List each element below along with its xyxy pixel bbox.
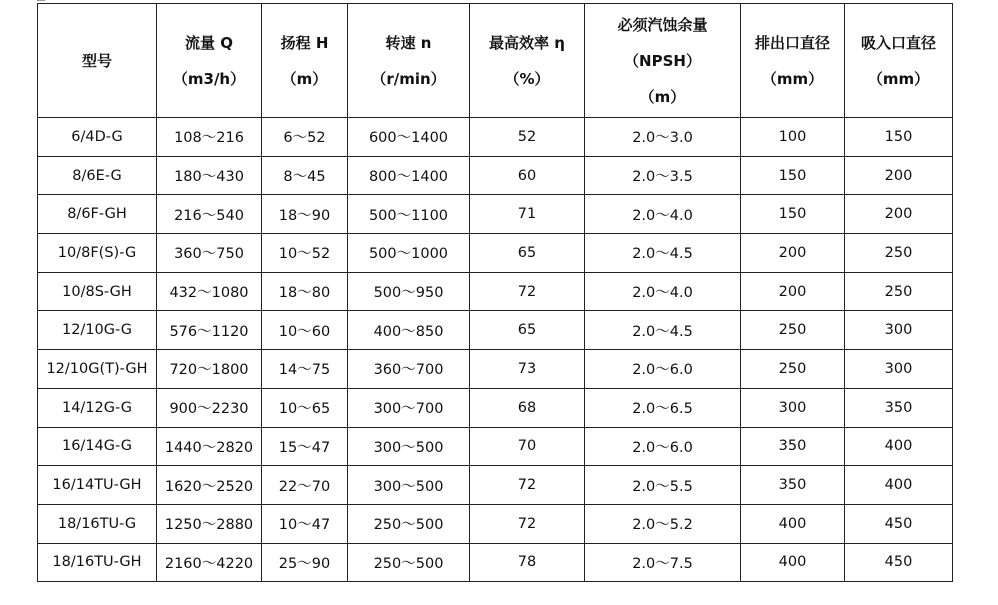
header-line: 扬程 H <box>280 33 329 52</box>
cell-model: 10/8F(S)-G <box>38 234 157 273</box>
cell-speed: 400～850 <box>348 311 470 350</box>
cell-model: 14/12G-G <box>38 388 157 427</box>
cell-speed: 500～950 <box>348 272 470 311</box>
cell-inlet-diameter: 450 <box>845 543 953 582</box>
cell-head: 10～47 <box>262 504 348 543</box>
header-npsh <box>585 4 741 118</box>
header-model <box>38 4 157 118</box>
cell-max-efficiency: 73 <box>470 350 585 389</box>
cell-npsh: 2.0～4.0 <box>585 195 741 234</box>
cell-max-efficiency: 60 <box>470 156 585 195</box>
table-header <box>38 4 953 118</box>
header-line: 排出口直径 <box>754 33 830 52</box>
table-row <box>38 272 953 311</box>
header-line: （mm） <box>867 69 930 88</box>
cell-max-efficiency: 52 <box>470 118 585 157</box>
table-row <box>38 195 953 234</box>
cell-npsh: 2.0～6.5 <box>585 388 741 427</box>
cell-inlet-diameter: 200 <box>845 156 953 195</box>
cell-max-efficiency: 72 <box>470 504 585 543</box>
table-row <box>38 234 953 273</box>
cell-inlet-diameter: 300 <box>845 311 953 350</box>
cell-outlet-diameter: 400 <box>741 543 845 582</box>
table-row <box>38 350 953 389</box>
cell-speed: 300～500 <box>348 466 470 505</box>
cell-model: 16/14G-G <box>38 427 157 466</box>
table-row <box>38 311 953 350</box>
cell-max-efficiency: 72 <box>470 466 585 505</box>
cell-head: 8～45 <box>262 156 348 195</box>
cell-npsh: 2.0～4.0 <box>585 272 741 311</box>
header-line: （%） <box>504 69 550 88</box>
cell-speed: 300～500 <box>348 427 470 466</box>
cell-npsh: 2.0～6.0 <box>585 350 741 389</box>
cell-flow-rate: 432～1080 <box>157 272 262 311</box>
cell-speed: 600～1400 <box>348 118 470 157</box>
cell-outlet-diameter: 350 <box>741 427 845 466</box>
cell-max-efficiency: 65 <box>470 311 585 350</box>
header-line: 流量 Q <box>185 33 233 52</box>
cell-head: 10～52 <box>262 234 348 273</box>
cell-npsh: 2.0～6.0 <box>585 427 741 466</box>
header-speed <box>348 4 470 118</box>
header-line: （m3/h） <box>172 69 246 88</box>
cell-flow-rate: 576～1120 <box>157 311 262 350</box>
cell-max-efficiency: 65 <box>470 234 585 273</box>
header-row <box>38 4 953 118</box>
table-row <box>38 118 953 157</box>
cell-speed: 250～500 <box>348 504 470 543</box>
cell-head: 18～90 <box>262 195 348 234</box>
header-max-efficiency <box>470 4 585 118</box>
cell-head: 15～47 <box>262 427 348 466</box>
cell-flow-rate: 720～1800 <box>157 350 262 389</box>
cell-inlet-diameter: 350 <box>845 388 953 427</box>
cell-flow-rate: 1250～2880 <box>157 504 262 543</box>
cell-speed: 800～1400 <box>348 156 470 195</box>
header-line: 最高效率 η <box>489 33 565 52</box>
cell-head: 6～52 <box>262 118 348 157</box>
header-inlet-diameter <box>845 4 953 118</box>
cell-inlet-diameter: 250 <box>845 234 953 273</box>
header-flow-rate <box>157 4 262 118</box>
table-body <box>38 118 953 582</box>
cell-inlet-diameter: 450 <box>845 504 953 543</box>
cell-speed: 500～1000 <box>348 234 470 273</box>
cell-head: 10～60 <box>262 311 348 350</box>
cell-max-efficiency: 72 <box>470 272 585 311</box>
header-head <box>262 4 348 118</box>
cell-flow-rate: 360～750 <box>157 234 262 273</box>
cell-max-efficiency: 68 <box>470 388 585 427</box>
table-row <box>38 156 953 195</box>
cell-speed: 250～500 <box>348 543 470 582</box>
cell-flow-rate: 180～430 <box>157 156 262 195</box>
cell-inlet-diameter: 300 <box>845 350 953 389</box>
table-row <box>38 543 953 582</box>
cell-max-efficiency: 70 <box>470 427 585 466</box>
header-line: （r/min） <box>371 69 446 88</box>
cell-npsh: 2.0～4.5 <box>585 234 741 273</box>
cell-model: 18/16TU-GH <box>38 543 157 582</box>
cell-model: 8/6F-GH <box>38 195 157 234</box>
cell-speed: 300～700 <box>348 388 470 427</box>
cell-outlet-diameter: 200 <box>741 234 845 273</box>
cell-npsh: 2.0～7.5 <box>585 543 741 582</box>
cell-inlet-diameter: 250 <box>845 272 953 311</box>
cell-speed: 360～700 <box>348 350 470 389</box>
table-row <box>38 388 953 427</box>
cell-model: 10/8S-GH <box>38 272 157 311</box>
header-line: 必须汽蚀余量 <box>617 15 708 34</box>
table-row <box>38 427 953 466</box>
pump-spec-table <box>37 3 953 582</box>
cell-max-efficiency: 78 <box>470 543 585 582</box>
cell-npsh: 2.0～5.2 <box>585 504 741 543</box>
cell-npsh: 2.0～4.5 <box>585 311 741 350</box>
cell-inlet-diameter: 400 <box>845 466 953 505</box>
cell-inlet-diameter: 150 <box>845 118 953 157</box>
cell-outlet-diameter: 250 <box>741 350 845 389</box>
header-outlet-diameter <box>741 4 845 118</box>
cell-model: 12/10G(T)-GH <box>38 350 157 389</box>
cell-model: 8/6E-G <box>38 156 157 195</box>
cell-npsh: 2.0～3.5 <box>585 156 741 195</box>
cell-flow-rate: 900～2230 <box>157 388 262 427</box>
header-line: （NPSH） <box>624 51 701 70</box>
cell-head: 18～80 <box>262 272 348 311</box>
cell-npsh: 2.0～5.5 <box>585 466 741 505</box>
cell-flow-rate: 216～540 <box>157 195 262 234</box>
cell-model: 6/4D-G <box>38 118 157 157</box>
header-line: 型号 <box>81 51 112 70</box>
cell-npsh: 2.0～3.0 <box>585 118 741 157</box>
cell-outlet-diameter: 200 <box>741 272 845 311</box>
cell-flow-rate: 108～216 <box>157 118 262 157</box>
cell-outlet-diameter: 250 <box>741 311 845 350</box>
cell-head: 25～90 <box>262 543 348 582</box>
header-line: （m） <box>639 87 686 106</box>
table-row <box>38 504 953 543</box>
cell-model: 12/10G-G <box>38 311 157 350</box>
header-line: 转速 n <box>385 33 432 52</box>
cell-outlet-diameter: 100 <box>741 118 845 157</box>
cell-flow-rate: 1440～2820 <box>157 427 262 466</box>
cell-speed: 500～1100 <box>348 195 470 234</box>
cell-max-efficiency: 71 <box>470 195 585 234</box>
cell-head: 10～65 <box>262 388 348 427</box>
cell-outlet-diameter: 300 <box>741 388 845 427</box>
cell-model: 18/16TU-G <box>38 504 157 543</box>
cell-head: 14～75 <box>262 350 348 389</box>
cell-outlet-diameter: 150 <box>741 156 845 195</box>
cell-inlet-diameter: 400 <box>845 427 953 466</box>
cell-head: 22～70 <box>262 466 348 505</box>
header-line: 吸入口直径 <box>860 33 936 52</box>
cell-flow-rate: 2160～4220 <box>157 543 262 582</box>
header-line: （m） <box>281 69 328 88</box>
cell-outlet-diameter: 400 <box>741 504 845 543</box>
cell-inlet-diameter: 200 <box>845 195 953 234</box>
header-line: （mm） <box>761 69 824 88</box>
cell-outlet-diameter: 350 <box>741 466 845 505</box>
cell-outlet-diameter: 150 <box>741 195 845 234</box>
cell-flow-rate: 1620～2520 <box>157 466 262 505</box>
table-row <box>38 466 953 505</box>
cell-model: 16/14TU-GH <box>38 466 157 505</box>
